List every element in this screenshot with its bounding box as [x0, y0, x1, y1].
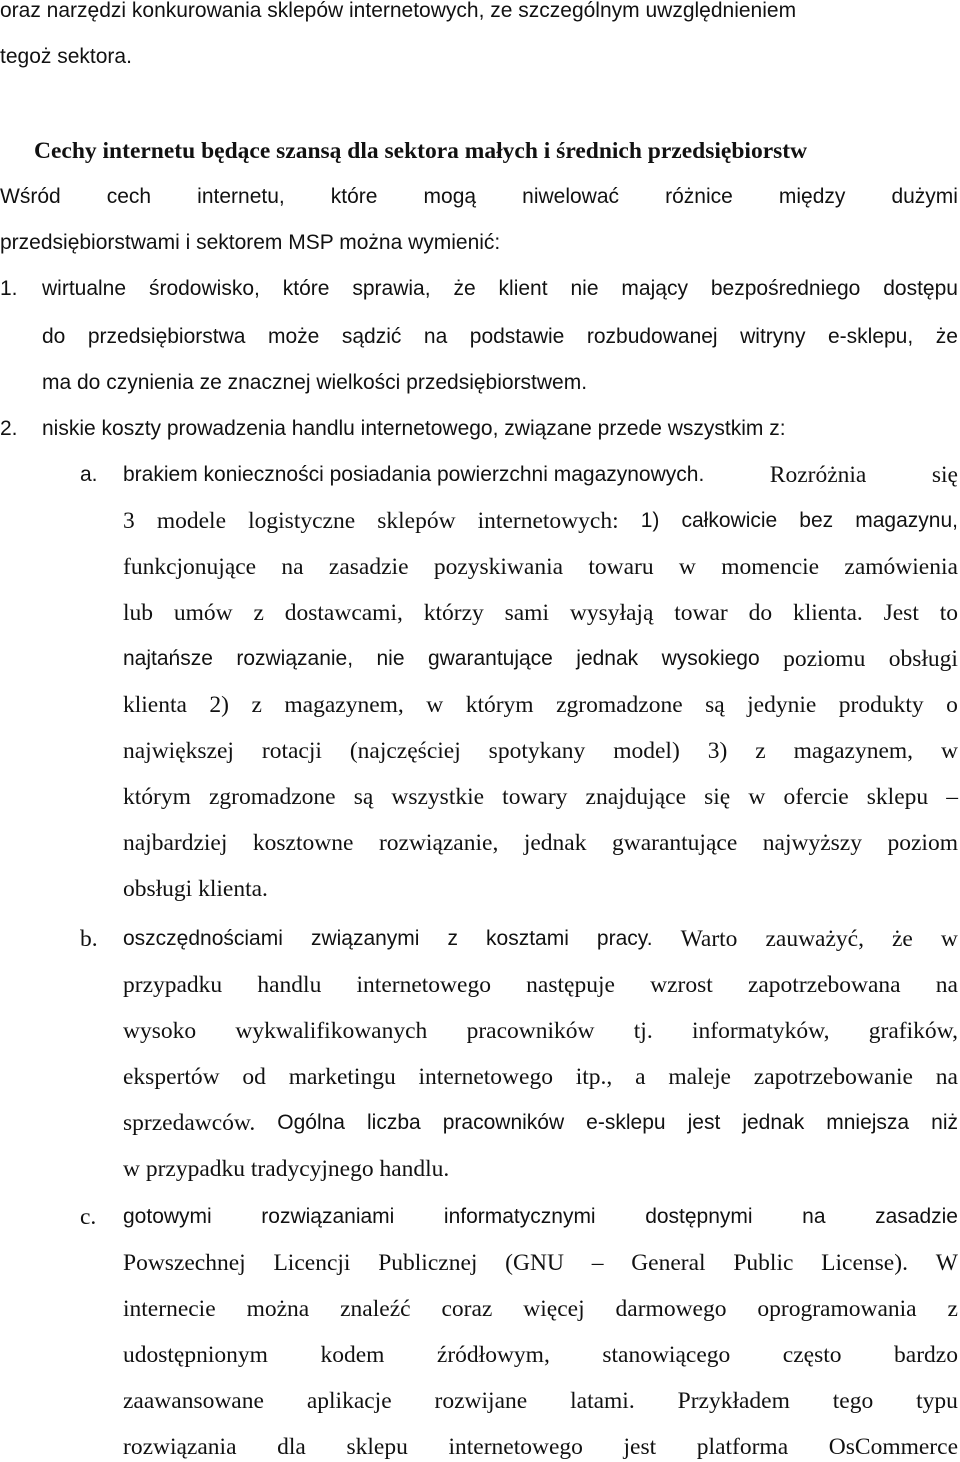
item1-line-justified — [42, 322, 958, 352]
word: aplikacje — [306, 1388, 392, 1414]
word: Licencji — [273, 1250, 351, 1276]
word: pracowników — [442, 1111, 565, 1134]
word: rozbudowanej — [586, 325, 718, 348]
word: License). — [821, 1250, 908, 1276]
word: wszystkie — [391, 784, 485, 810]
word: rozwiązaniami — [261, 1205, 395, 1228]
word: może — [267, 325, 320, 348]
lead-line-justified — [0, 182, 958, 212]
word: na — [423, 325, 448, 348]
word: do — [748, 600, 773, 626]
word: dla — [277, 1434, 306, 1460]
word: udostępnionym — [123, 1342, 268, 1368]
word: – — [946, 784, 958, 810]
sub-a-line-justified — [123, 598, 958, 628]
word: informatyków, — [691, 1018, 830, 1044]
word: internetowego — [418, 1064, 553, 1090]
word: poziomu — [783, 646, 866, 672]
intro-line: oraz narzędzi konkurowania sklepów internetowych, ze szczególnym uwzględnieniem — [0, 0, 797, 22]
word: Przykładem — [677, 1388, 790, 1414]
word: General — [631, 1250, 706, 1276]
list-marker: 1. — [0, 277, 18, 300]
word: że — [453, 277, 476, 300]
word: są — [705, 692, 725, 718]
word: środowisko, — [148, 277, 260, 300]
sub-b-line-justified — [123, 1108, 958, 1138]
sub-a-line-justified — [123, 460, 958, 490]
sub-a-line: obsługi klienta. — [123, 876, 268, 902]
word: ofercie — [783, 784, 849, 810]
word: – — [591, 1250, 604, 1276]
word: logistyczne — [248, 508, 356, 534]
word: poziom — [887, 830, 958, 856]
word: na — [935, 1064, 958, 1090]
word: przedsiębiorstwa — [87, 325, 246, 348]
word: cech — [106, 185, 152, 208]
word: informatycznymi — [443, 1205, 596, 1228]
word: Wśród — [0, 185, 61, 208]
word: gwarantujące — [427, 647, 553, 670]
sub-c-line-justified — [123, 1340, 958, 1370]
word: jednak — [576, 647, 639, 670]
word: jednak — [742, 1111, 805, 1134]
intro-line: tegoż sektora. — [0, 45, 132, 68]
word: nie — [570, 277, 599, 300]
word: stanowiącego — [602, 1342, 731, 1368]
word: związanymi — [310, 927, 420, 950]
word: liczba — [367, 1111, 421, 1134]
word: sprawia, — [352, 277, 431, 300]
word: magazynem, — [793, 738, 914, 764]
sublist-marker: c. — [80, 1204, 97, 1230]
sub-c-line-justified — [123, 1294, 958, 1324]
word: sprzedawców. — [123, 1110, 256, 1136]
word: 3 — [123, 508, 135, 534]
word: internetowego — [356, 972, 491, 998]
word: (najczęściej — [349, 738, 461, 764]
word: magazynu, — [855, 509, 958, 532]
word: wysyłają — [569, 600, 654, 626]
word: Warto — [680, 926, 738, 952]
word: internetu, — [197, 185, 285, 208]
word: kosztami — [486, 927, 569, 950]
word: spotykany — [488, 738, 586, 764]
word: dostępnymi — [645, 1205, 753, 1228]
word: towaru — [588, 554, 654, 580]
word: między — [778, 185, 846, 208]
word: internecie — [123, 1296, 216, 1322]
word: model) — [613, 738, 680, 764]
word: momencie — [721, 554, 820, 580]
sub-a-line-justified — [123, 690, 958, 720]
word: bardzo — [894, 1342, 958, 1368]
word: handlu — [257, 972, 322, 998]
word: maleje — [668, 1064, 731, 1090]
word: oszczędnościami — [123, 927, 283, 950]
sub-c-line-justified — [123, 1432, 958, 1462]
sub-b-line-justified — [123, 924, 958, 954]
word: e-sklepu, — [827, 325, 914, 348]
word: grafików, — [868, 1018, 958, 1044]
word: rotacji — [261, 738, 322, 764]
word: internetowego — [448, 1434, 583, 1460]
word: coraz — [441, 1296, 493, 1322]
sub-a-line-justified — [123, 644, 958, 674]
word: 3) — [707, 738, 728, 764]
word: wzrost — [650, 972, 713, 998]
word: klienta — [123, 692, 187, 718]
word: zapotrzebowana — [747, 972, 901, 998]
word: mający — [621, 277, 688, 300]
word: zapotrzebowanie — [753, 1064, 913, 1090]
word: 2) — [209, 692, 229, 718]
word: zasadzie — [328, 554, 409, 580]
word: podstawie — [469, 325, 565, 348]
sub-c-line-justified — [123, 1386, 958, 1416]
word: najtańsze — [123, 647, 213, 670]
sub-a-line-justified — [123, 782, 958, 812]
word: wykwalifikowanych — [235, 1018, 428, 1044]
word: którzy — [423, 600, 484, 626]
word: sklepu — [346, 1434, 408, 1460]
word: W — [935, 1250, 958, 1276]
word: z — [251, 692, 262, 718]
word: na — [281, 554, 304, 580]
sub-b-line: w przypadku tradycyjnego handlu. — [123, 1156, 450, 1182]
word: obsługi — [888, 646, 958, 672]
word: najwyższy — [762, 830, 862, 856]
word: się — [931, 462, 958, 488]
word: wysokiego — [661, 647, 760, 670]
word: z — [253, 600, 264, 626]
sublist-marker: a. — [80, 463, 98, 486]
word: jest — [623, 1434, 657, 1460]
word: a — [635, 1064, 646, 1090]
word: towary — [502, 784, 568, 810]
sub-a-line-justified — [123, 828, 958, 858]
word: klienta. — [792, 600, 863, 626]
word: jest — [687, 1111, 721, 1134]
word: są — [353, 784, 374, 810]
word: w — [940, 738, 958, 764]
word: jednak — [523, 830, 587, 856]
word: z — [447, 927, 458, 950]
word: Jest — [883, 600, 919, 626]
word: że — [935, 325, 958, 348]
word: którym — [123, 784, 191, 810]
word: o — [946, 692, 958, 718]
word: całkowicie — [681, 509, 778, 532]
word: Ogólna — [277, 1111, 345, 1134]
word: w — [940, 926, 958, 952]
word: Rozróżnia — [769, 462, 867, 488]
item2-line: niskie koszty prowadzenia handlu internetowego, związane przede wszystkim z: — [42, 417, 786, 440]
word: rozwiązania — [123, 1434, 237, 1460]
word: z — [947, 1296, 958, 1322]
word: umów — [173, 600, 233, 626]
word: którym — [465, 692, 534, 718]
word: 1) — [640, 509, 660, 532]
word: można — [246, 1296, 310, 1322]
word: platforma — [696, 1434, 789, 1460]
word: zamówienia — [844, 554, 958, 580]
word: się — [704, 784, 731, 810]
word: lub — [123, 600, 154, 626]
word: zasadzie — [875, 1205, 958, 1228]
word: klient — [498, 277, 548, 300]
word: pozyskiwania — [433, 554, 564, 580]
word: sądzić — [341, 325, 402, 348]
section-heading: Cechy internetu będące szansą dla sektora małych i średnich przedsiębiorstw — [34, 138, 808, 164]
sub-c-line-justified — [123, 1202, 958, 1232]
word: tj. — [633, 1018, 653, 1044]
word: następuje — [526, 972, 615, 998]
word: więcej — [523, 1296, 585, 1322]
word: magazynem, — [284, 692, 404, 718]
word: bez — [799, 509, 834, 532]
word: typu — [916, 1388, 958, 1414]
word: dostawcami, — [284, 600, 403, 626]
word: źródłowym, — [436, 1342, 550, 1368]
word: często — [782, 1342, 842, 1368]
word: modele — [156, 508, 227, 534]
word: witryny — [740, 325, 806, 348]
sublist-marker: b. — [80, 926, 98, 952]
word: itp., — [575, 1064, 613, 1090]
word: zgromadzone — [209, 784, 336, 810]
word: mogą — [423, 185, 477, 208]
word: niż — [931, 1111, 958, 1134]
item1-line: ma do czynienia ze znacznej wielkości przedsiębiorstwem. — [42, 371, 588, 394]
word: rozwiązanie, — [378, 830, 499, 856]
word: w — [426, 692, 444, 718]
word: że — [892, 926, 913, 952]
word: rozwiązanie, — [236, 647, 354, 670]
word: różnice — [665, 185, 733, 208]
word: marketingu — [288, 1064, 396, 1090]
word: to — [939, 600, 958, 626]
word: znaleźć — [340, 1296, 411, 1322]
word: bezpośredniego — [710, 277, 861, 300]
word: z — [755, 738, 766, 764]
word: zauważyć, — [765, 926, 864, 952]
word: największej — [123, 738, 234, 764]
word: jedynie — [747, 692, 817, 718]
word: nie — [376, 647, 405, 670]
word: które — [330, 185, 378, 208]
word: najbardziej — [123, 830, 228, 856]
word: dostępu — [883, 277, 958, 300]
word: wysoko — [123, 1018, 197, 1044]
word: sami — [504, 600, 549, 626]
item1-line-justified — [42, 274, 958, 304]
word: rozwijane — [434, 1388, 528, 1414]
word: w — [678, 554, 696, 580]
word: na — [935, 972, 958, 998]
word: sklepu — [866, 784, 929, 810]
sub-a-line-justified — [123, 506, 958, 536]
word: niwelować — [522, 185, 620, 208]
sub-a-line-justified — [123, 552, 958, 582]
word: zaawansowane — [123, 1388, 264, 1414]
word: które — [282, 277, 330, 300]
word: funkcjonujące — [123, 554, 257, 580]
word: (GNU — [505, 1250, 564, 1276]
word: pracy. — [596, 927, 653, 950]
word: od — [242, 1064, 266, 1090]
lead-line: przedsiębiorstwami i sektorem MSP można wymienić: — [0, 231, 501, 254]
sub-b-line-justified — [123, 1016, 958, 1046]
word: kodem — [320, 1342, 385, 1368]
sub-a-sans-segment: brakiem konieczności posiadania powierzchni magazynowych. — [123, 463, 705, 486]
word: dużymi — [891, 185, 958, 208]
word: na — [802, 1205, 826, 1228]
word: gotowymi — [123, 1205, 212, 1228]
word: pracowników — [466, 1018, 595, 1044]
word: zgromadzone — [556, 692, 683, 718]
word: kosztowne — [252, 830, 354, 856]
word: towar — [674, 600, 728, 626]
word: OsCommerce — [828, 1434, 958, 1460]
word: latami. — [570, 1388, 635, 1414]
word: w — [748, 784, 766, 810]
word: mniejsza — [826, 1111, 910, 1134]
sub-b-line-justified — [123, 970, 958, 1000]
word: Publicznej — [378, 1250, 478, 1276]
word: przypadku — [123, 972, 223, 998]
word: Powszechnej — [123, 1250, 246, 1276]
list-marker: 2. — [0, 417, 18, 440]
word: oprogramowania — [757, 1296, 917, 1322]
word: gwarantujące — [612, 830, 738, 856]
word: internetowych: — [477, 508, 619, 534]
sub-b-line-justified — [123, 1062, 958, 1092]
word: do — [42, 325, 66, 348]
sub-a-line-justified — [123, 736, 958, 766]
word: produkty — [838, 692, 924, 718]
word: wirtualne — [42, 277, 127, 300]
word: darmowego — [615, 1296, 727, 1322]
word: e-sklepu — [586, 1111, 666, 1134]
word: tego — [832, 1388, 874, 1414]
sub-c-line-justified — [123, 1248, 958, 1278]
word: ekspertów — [123, 1064, 220, 1090]
word: Public — [733, 1250, 794, 1276]
word: sklepów — [377, 508, 456, 534]
word: znajdujące — [585, 784, 687, 810]
